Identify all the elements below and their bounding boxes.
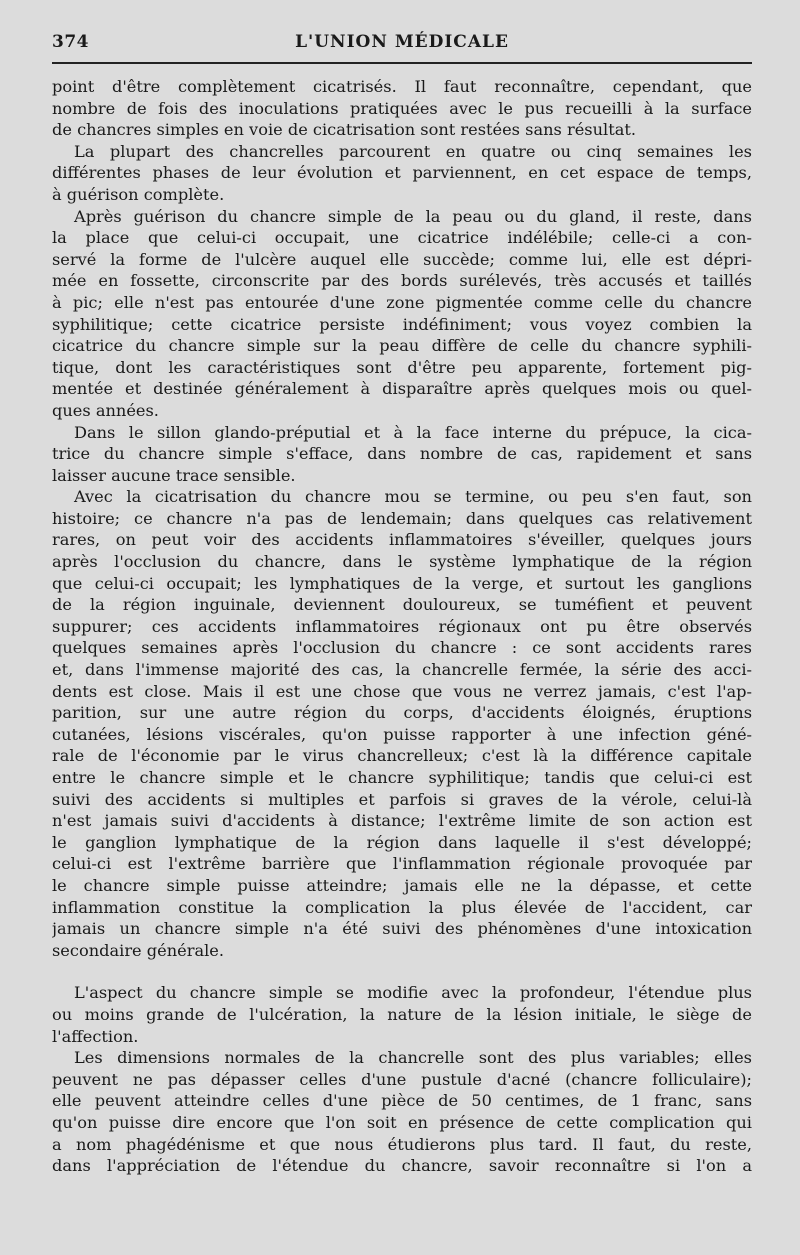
text-line: entre le chancre simple et le chancre syphilitique; tandis que celui-ci est — [52, 768, 752, 787]
text-line: La plupart des chancrelles parcourent en quatre ou cinq semaines les — [74, 141, 752, 161]
paragraph — [52, 76, 752, 141]
text-line: point d'être complètement cicatrisés. Il faut reconnaître, cependant, que — [52, 77, 752, 96]
text-line: suivi des accidents si multiples et parfois si graves de la vérole, celui-là — [52, 789, 752, 809]
paragraph — [52, 1047, 752, 1177]
text-line: Dans le sillon glando-préputial et à la face interne du prépuce, la cica- — [74, 422, 752, 442]
header-rule — [52, 62, 752, 64]
text-line: à pic; elle n'est pas entourée d'une zone pigmentée comme celle du chancre — [52, 292, 752, 312]
text-line: suppurer; ces accidents inflammatoires régionaux ont pu être observés — [52, 616, 752, 636]
text-line: la place que celui-ci occupait, une cicatrice indélébile; celle-ci a con- — [52, 228, 752, 248]
text-line: le chancre simple puisse atteindre; jamais elle ne la dépasse, et cette — [52, 875, 752, 895]
text-line: cutanées, lésions viscérales, qu'on puisse rapporter à une infection géné- — [52, 724, 752, 744]
running-head: L'UNION MÉDICALE — [295, 32, 509, 52]
text-line: secondaire générale. — [52, 940, 225, 960]
text-line: trice du chancre simple s'efface, dans nombre de cas, rapidement et sans — [52, 444, 752, 464]
text-line: nombre de fois des inoculations pratiquées avec le pus recueilli à la surface — [52, 98, 752, 118]
page-number: 374 — [52, 32, 89, 52]
paragraph — [52, 982, 752, 1047]
text-line: et, dans l'immense majorité des cas, la chancrelle fermée, la série des acci- — [52, 660, 752, 680]
text-line: cicatrice du chancre simple sur la peau diffère de celle du chancre syphili- — [52, 336, 752, 356]
text-line: dents est close. Mais il est une chose que vous ne verrez jamais, c'est l'ap- — [52, 681, 752, 701]
text-line: rares, on peut voir des accidents inflammatoires s'éveiller, quelques jours — [52, 530, 752, 550]
paragraph — [52, 141, 752, 206]
text-line: différentes phases de leur évolution et parviennent, en cet espace de temps, — [52, 163, 752, 183]
text-line: histoire; ce chancre n'a pas de lendemain; dans quelques cas relativement — [52, 508, 752, 528]
text-line: a nom phagédénisme et que nous étudierons plus tard. Il faut, du reste, — [52, 1134, 752, 1154]
text-line: quelques semaines après l'occlusion du chancre : ce sont accidents rares — [52, 638, 752, 658]
text-line: jamais un chancre simple n'a été suivi des phénomènes d'une intoxication — [52, 919, 752, 939]
text-line: L'aspect du chancre simple se modifie avec la profondeur, l'étendue plus — [74, 983, 752, 1003]
text-line: laisser aucune trace sensible. — [52, 465, 296, 485]
text-line: mentée et destinée généralement à disparaître après quelques mois ou quel- — [52, 379, 752, 399]
paragraph — [52, 206, 752, 422]
text-line: tique, dont les caractéristiques sont d'être peu apparente, fortement pig- — [52, 357, 752, 377]
text-line: rale de l'économie par le virus chancrelleux; c'est là la différence capitale — [52, 746, 752, 766]
text-line: elle peuvent atteindre celles d'une pièce de 50 centimes, de 1 franc, sans — [52, 1091, 752, 1111]
text-line: ques années. — [52, 400, 159, 420]
text-line: parition, sur une autre région du corps, d'accidents éloignés, éruptions — [52, 703, 752, 723]
text-line: de la région inguinale, deviennent douloureux, se tuméfient et peuvent — [52, 595, 752, 615]
text-line: peuvent ne pas dépasser celles d'une pustule d'acné (chancre folliculaire); — [52, 1069, 752, 1089]
text-line: après l'occlusion du chancre, dans le système lymphatique de la région — [52, 552, 752, 572]
text-line: inflammation constitue la complication la plus élevée de l'accident, car — [52, 897, 752, 917]
text-line: Après guérison du chancre simple de la peau ou du gland, il reste, dans — [74, 206, 752, 226]
text-line: le ganglion lymphatique de la région dans laquelle il s'est développé; — [52, 832, 752, 852]
body-text — [52, 76, 752, 1177]
paragraph — [52, 486, 752, 961]
text-line: qu'on puisse dire encore que l'on soit en présence de cette complication qui — [52, 1112, 752, 1132]
text-line: à guérison complète. — [52, 184, 225, 204]
text-line: syphilitique; cette cicatrice persiste indéfiniment; vous voyez combien la — [52, 314, 752, 334]
text-line: ou moins grande de l'ulcération, la nature de la lésion initiale, le siège de — [52, 1004, 752, 1024]
text-line: que celui-ci occupait; les lymphatiques de la verge, et surtout les ganglions — [52, 573, 752, 593]
text-line: Avec la cicatrisation du chancre mou se termine, ou peu s'en faut, son — [74, 487, 752, 507]
text-line: celui-ci est l'extrême barrière que l'inflammation régionale provoquée par — [52, 854, 752, 874]
text-line: dans l'appréciation de l'étendue du chancre, savoir reconnaître si l'on a — [52, 1156, 752, 1176]
text-line: n'est jamais suivi d'accidents à distance; l'extrême limite de son action est — [52, 811, 752, 831]
text-line: l'affection. — [52, 1026, 139, 1046]
page-header — [52, 32, 752, 56]
text-line: servé la forme de l'ulcère auquel elle succède; comme lui, elle est dépri- — [52, 249, 752, 269]
text-line: de chancres simples en voie de cicatrisation sont restées sans résultat. — [52, 120, 637, 140]
text-line: Les dimensions normales de la chancrelle sont des plus variables; elles — [74, 1048, 752, 1068]
text-line: mée en fossette, circonscrite par des bords surélevés, très accusés et taillés — [52, 271, 752, 291]
paragraph — [52, 422, 752, 487]
